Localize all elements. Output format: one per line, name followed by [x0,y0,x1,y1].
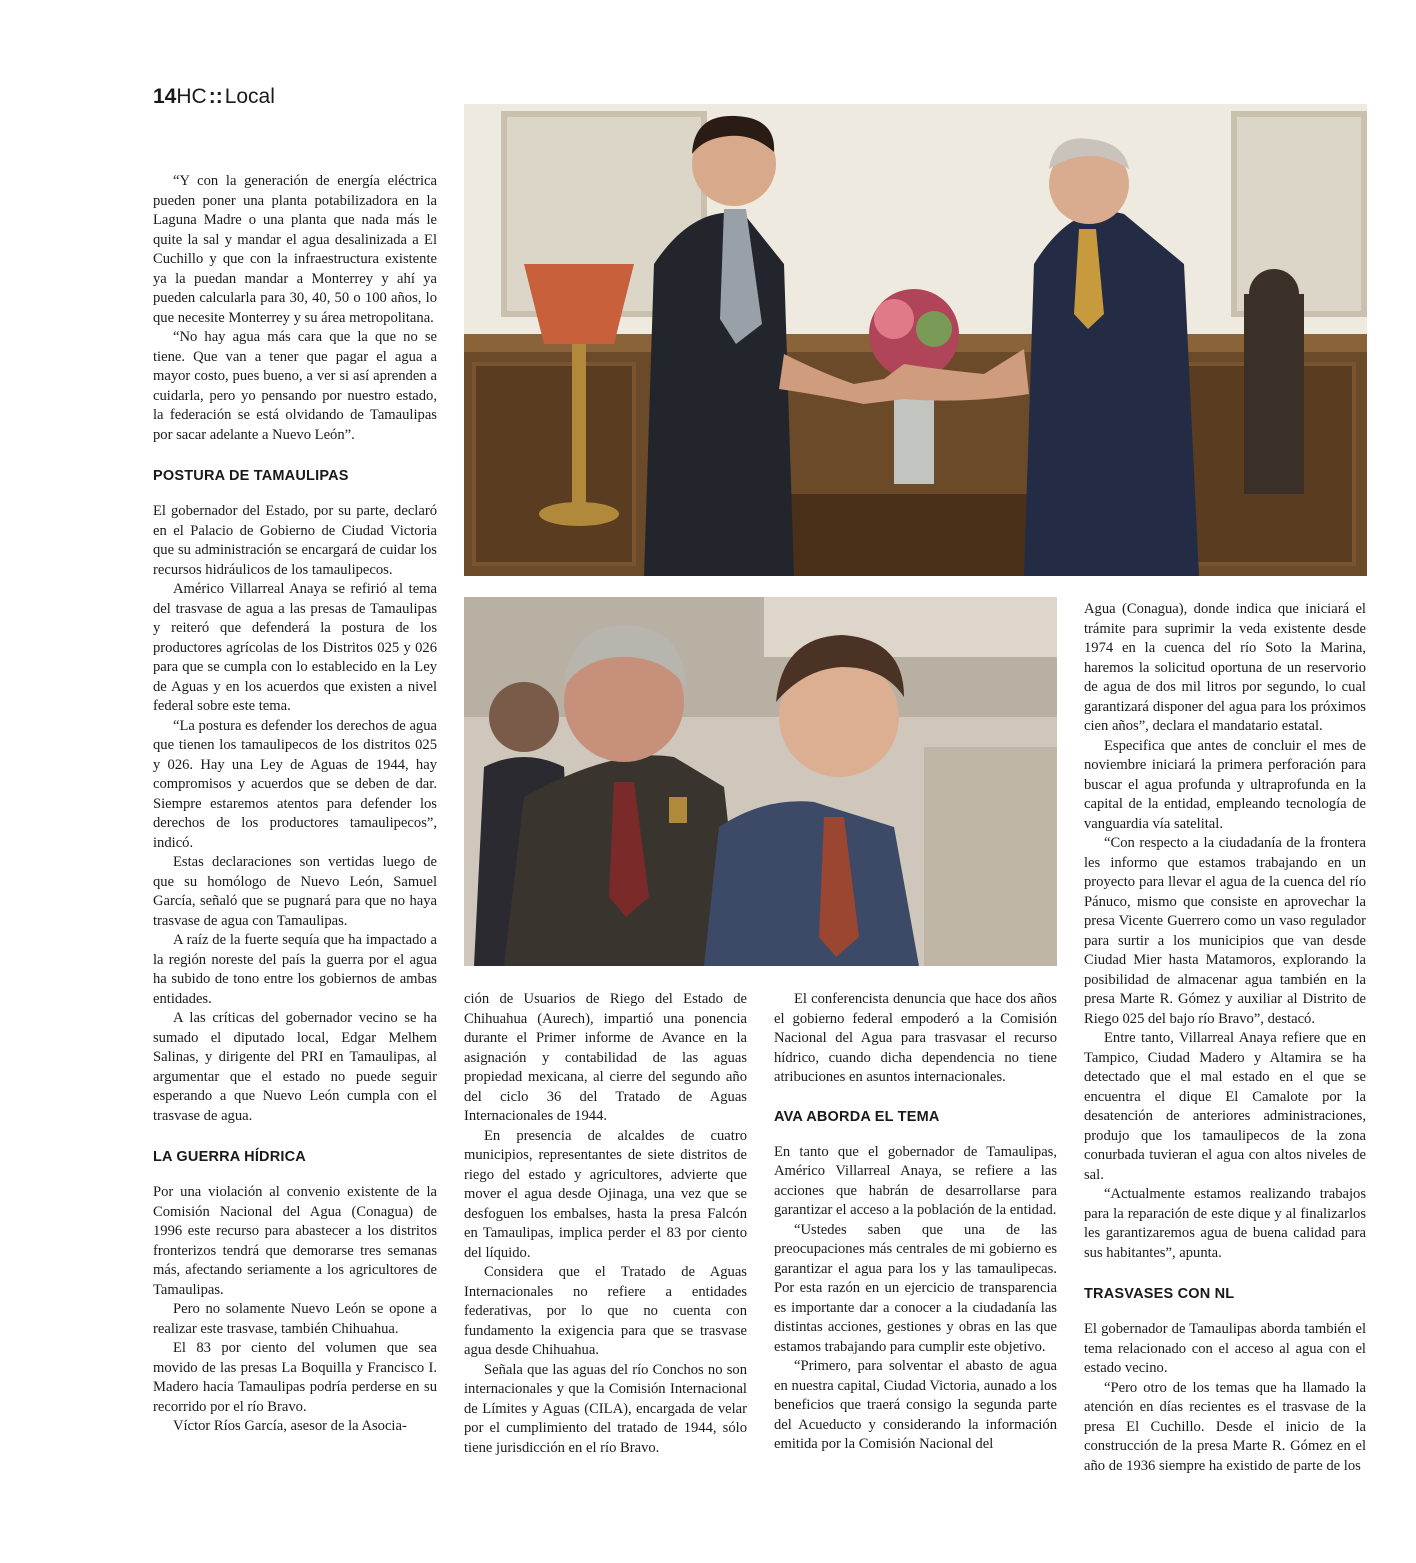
paragraph: A raíz de la fuerte sequía que ha impactado a la región noreste del país la guerra por el agua ha subido de tono entre los gobiernos de ambas entidades. [153,932,437,1007]
paragraph: Pero no solamente Nuevo León se opone a realizar este trasvase, también Chihuahua. [153,1301,437,1337]
photo-handshake [464,104,1367,576]
folio-separator: :: [208,85,223,108]
paragraph: El gobernador de Tamaulipas aborda también el tema relacionado con el acceso al agua con el estado vecino. [1084,1321,1366,1376]
paragraph: “Pero otro de los temas que ha llamado la atención en días recientes es el trasvase de la presa El Cuchillo. Desde el inicio de la construcción de la presa Marte R. Gómez en el año de 1936 siempre ha existido de parte de los [1084,1379,1366,1474]
paragraph: El conferencista denuncia que hace dos años el gobierno federal empoderó a la Comisión Nacional del Agua para trasvasar el recurso hídrico, cuando dicha dependencia no tiene atribuciones en asuntos internacionales. [774,991,1057,1085]
photo-two-politicians [464,597,1057,966]
paragraph: “Ustedes saben que una de las preocupaciones más centrales de mi gobierno es garantizar el agua para los y las tamaulipecas. Por esta razón en un ejercicio de transparencia es importante dar a conocer a la ciudadanía las distintas acciones, gestiones y obras en las que estamos trabajando para cumplir este objetivo. [774,1221,1057,1355]
page-number: 14 [153,85,177,108]
paragraph: ción de Usuarios de Riego del Estado de Chihuahua (Aurech), impartió una ponencia durante el Primer informe de Avance en la asignación y contabilidad de las aguas propiedad mexicana, al cierre del segundo año del ciclo 36 del Tratado de Aguas Internacionales de 1944. [464,991,747,1124]
article-column-3 [774,990,1057,1455]
subheading-guerra-hidrica: LA GUERRA HÍDRICA [153,1149,306,1165]
paragraph: Por una violación al convenio existente de la Comisión Nacional del Agua (Conagua) de 1996 este recurso para abastecer a los distritos fronterizos tendrá que demorarse tres semanas más, afectando seriamente a los agricultores de Tamaulipas. [153,1184,437,1298]
paragraph: Estas declaraciones son vertidas luego de que su homólogo de Nuevo León, Samuel García, señaló que se pugnará para que no haya trasvase de agua con Tamaulipas. [153,854,437,929]
paragraph: “Con respecto a la ciudadanía de la frontera les informo que estamos trabajando en un proyecto para llevar el agua de la cuenca del río Pánuco, mismo que consiste en aprovechar la presa Vicente Guerrero como un vaso regulador para surtir a los municipios que van desde Ciudad Mier hasta Matamoros, explorando la posibilidad de almacenar agua también en la presa Marte R. Gómez y auxiliar al Distrito de Riego 025 del bajo río Bravo”, destacó. [1084,835,1366,1027]
paragraph: Especifica que antes de concluir el mes de noviembre iniciará la primera perforación para buscar el agua profunda y ultraprofunda en la capital de la entidad, empleando tecnología de vanguardia vía satelital. [1084,737,1366,832]
paragraph: “Primero, para solventar el abasto de agua en nuestra capital, Ciudad Victoria, aunado a los beneficios que traerá consigo la segunda parte del Acueducto y considerando la información emitida por la Comisión Nacional del [774,1358,1057,1452]
subheading-trasvases-nl: TRASVASES CON NL [1084,1286,1235,1302]
paragraph: “Y con la generación de energía eléctrica pueden poner una planta potabilizadora en la Laguna Madre o una planta que nada más le quite la sal y mandar el agua desalinizada a El Cuchillo y que con la infraestructura existente ya la puedan mandar a Monterrey y ahí ya pueden calcularla para 30, 40, 50 o 100 años, lo que necesite Monterrey y su área metropolitana. [153,173,437,326]
paragraph: Agua (Conagua), donde indica que iniciará el trámite para suprimir la veda existente desde 1974 en la cuenca del río Soto la Marina, haremos la solicitud oportuna de un reservorio de agua de dos mil litros por segundo, lo cual garantizará disponer del agua para los próximos cien años”, declara el mandatario estatal. [1084,601,1366,734]
paragraph: Señala que las aguas del río Conchos no son internacionales y que la Comisión Internacional de Límites y Aguas (CILA), encargada de velar por el cumplimiento del tratado de 1944, sólo tiene jurisdicción en el río Bravo. [464,1361,747,1456]
article-column-1 [153,172,437,1437]
paragraph: El gobernador del Estado, por su parte, declaró en el Palacio de Gobierno de Ciudad Victoria que su administración se encargará de cuidar los recursos hidráulicos de los tamaulipecos. [153,503,437,578]
paragraph: Víctor Ríos García, asesor de la Asocia- [173,1418,407,1434]
article-column-4 [1084,600,1366,1476]
article-column-2 [464,990,747,1458]
paragraph: Entre tanto, Villarreal Anaya refiere que en Tampico, Ciudad Madero y Altamira se ha detectado que el mal estado en el que se encuentra el dique El Camalote por la desatención de anteriores administraciones, produjo que los tamaulipecos de la zona conurbada tuvieran el agua con altos niveles de sal. [1084,1030,1366,1183]
section-name: Local [224,85,275,108]
paragraph: El 83 por ciento del volumen que sea movido de las presas La Boquilla y Francisco I. Madero hacia Tamaulipas podría perderse en su recorrido por el río Bravo. [153,1340,437,1415]
paragraph: En presencia de alcaldes de cuatro municipios, representantes de siete distritos de riego del estado y agricultores, advierte que mover el agua desde Ojinaga, una vez que se desfoguen los embalses, hasta la presa Falcón en Tamaulipas, implica perder el 83 por ciento del líquido. [464,1127,747,1261]
paragraph: Américo Villarreal Anaya se refirió al tema del trasvase de agua a las presas de Tamaulipas y reiteró que defenderá la postura de los productores agrícolas de los Distritos 025 y 026 para que se cumpla con lo establecido en la Ley de Aguas y en los acuerdos que existen a nivel federal sobre este tema. [153,581,437,714]
paragraph: A las críticas del gobernador vecino se ha sumado el diputado local, Edgar Melhem Salinas, y dirigente del PRI en Tamaulipas, al argumentar que el estado no puede seguir esperando a que Nuevo León cumpla con el trasvase de agua. [153,1010,437,1124]
section-brand: HC [176,85,207,108]
paragraph: “No hay agua más cara que la que no se tiene. Que van a tener que pagar el agua a mayor costo, pues bueno, a ver si así aprenden a cuidarla, pero yo pensando por nuestro estado, la federación se está olvidando de Tamaulipas por sacar adelante a Nuevo León”. [153,329,437,443]
paragraph: “Actualmente estamos realizando trabajos para la reparación de este dique y al finalizarlos les garantizaremos agua de buena calidad para sus habitantes”, apunta. [1084,1186,1366,1261]
paragraph: Considera que el Tratado de Aguas Internacionales no refiere a entidades federativas, por lo que no cuenta con fundamento la exigencia para que se trasvase agua desde Chihuahua. [464,1264,747,1358]
subheading-postura: POSTURA DE TAMAULIPAS [153,468,349,484]
subheading-ava-aborda: AVA ABORDA EL TEMA [774,1108,940,1125]
paragraph: “La postura es defender los derechos de agua que tienen los tamaulipecos de los distritos 025 y 026. Hay una Ley de Aguas de 1944, hay compromisos y acuerdos que se deben de dar. Siempre estaremos atentos para defender los derechos de los productores tamaulipecos”, indicó. [153,717,437,851]
paragraph: En tanto que el gobernador de Tamaulipas, Américo Villarreal Anaya, se refiere a las acciones que habrán de desarrollarse para garantizar el acceso a la población de la entidad. [774,1143,1057,1218]
page-folio [153,84,275,110]
